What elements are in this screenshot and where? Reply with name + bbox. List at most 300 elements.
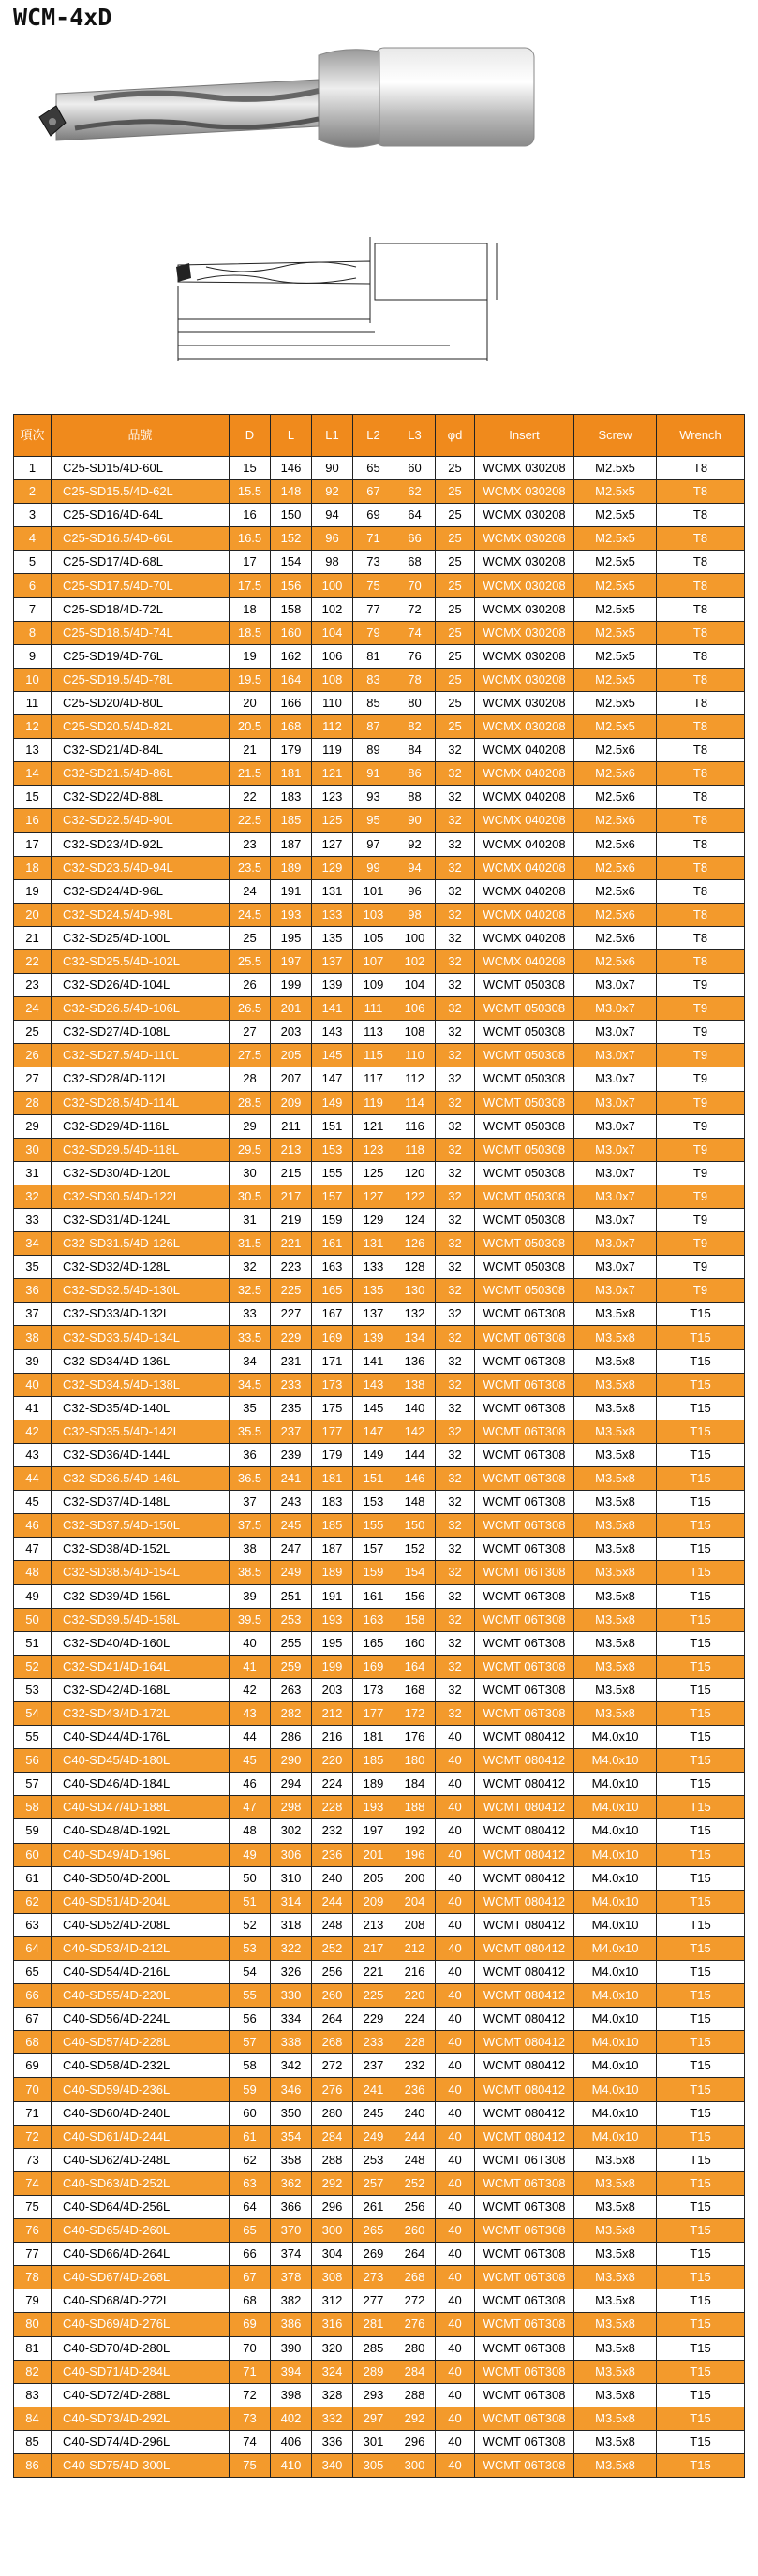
table-cell-col-wrench: T8 bbox=[657, 480, 745, 504]
table-cell-col-wrench: T15 bbox=[657, 2383, 745, 2407]
table-cell-col-screw: M4.0x10 bbox=[574, 1726, 657, 1749]
table-row bbox=[14, 1326, 745, 1349]
table-cell-col-d: 44 bbox=[230, 1726, 271, 1749]
table-cell-col-insert: WCMT 06T308 bbox=[475, 1467, 574, 1491]
table-cell-col-screw: M2.5x5 bbox=[574, 574, 657, 597]
table-cell-col-l1: 187 bbox=[312, 1538, 353, 1561]
table-cell-col-l: 191 bbox=[271, 879, 312, 903]
table-cell-col-l2: 101 bbox=[353, 879, 394, 903]
table-cell-col-l2: 155 bbox=[353, 1514, 394, 1538]
table-cell-col-wrench: T8 bbox=[657, 949, 745, 973]
table-cell-col-shank-d: 32 bbox=[436, 1021, 475, 1044]
header-col-l: L bbox=[271, 415, 312, 457]
table-cell-col-l1: 340 bbox=[312, 2453, 353, 2477]
table-cell-col-l2: 149 bbox=[353, 1443, 394, 1466]
table-cell-col-l3: 156 bbox=[394, 1584, 436, 1608]
table-cell-col-d: 23.5 bbox=[230, 856, 271, 879]
table-row bbox=[14, 762, 745, 786]
table-row bbox=[14, 949, 745, 973]
table-cell-col-wrench: T15 bbox=[657, 1984, 745, 2008]
table-cell-col-l3: 272 bbox=[394, 2289, 436, 2313]
table-cell-col-screw: M3.5x8 bbox=[574, 2430, 657, 2453]
table-cell-col-l2: 297 bbox=[353, 2407, 394, 2430]
table-cell-col-wrench: T8 bbox=[657, 644, 745, 668]
table-cell-col-l2: 153 bbox=[353, 1491, 394, 1514]
table-cell-col-wrench: T15 bbox=[657, 2336, 745, 2360]
table-cell-col-wrench: T15 bbox=[657, 1701, 745, 1725]
table-cell-col-shank-d: 40 bbox=[436, 1796, 475, 1819]
table-cell-col-index: 67 bbox=[14, 2008, 52, 2031]
table-cell-col-part-no: C32-SD27/4D-108L bbox=[52, 1021, 230, 1044]
table-cell-col-part-no: C40-SD72/4D-288L bbox=[52, 2383, 230, 2407]
table-cell-col-screw: M3.0x7 bbox=[574, 1161, 657, 1185]
table-cell-col-shank-d: 32 bbox=[436, 1326, 475, 1349]
table-cell-col-index: 79 bbox=[14, 2289, 52, 2313]
table-cell-col-index: 58 bbox=[14, 1796, 52, 1819]
table-cell-col-l1: 272 bbox=[312, 2054, 353, 2078]
table-cell-col-wrench: T9 bbox=[657, 1138, 745, 1161]
header-col-part-no: 品號 bbox=[52, 415, 230, 457]
table-cell-col-index: 41 bbox=[14, 1396, 52, 1420]
table-cell-col-d: 32.5 bbox=[230, 1279, 271, 1303]
table-cell-col-l1: 183 bbox=[312, 1491, 353, 1514]
table-cell-col-l: 156 bbox=[271, 574, 312, 597]
table-row bbox=[14, 2195, 745, 2218]
table-cell-col-l3: 160 bbox=[394, 1631, 436, 1655]
table-cell-col-l1: 106 bbox=[312, 644, 353, 668]
table-cell-col-part-no: C32-SD24.5/4D-98L bbox=[52, 903, 230, 926]
table-cell-col-index: 78 bbox=[14, 2266, 52, 2289]
table-cell-col-screw: M2.5x6 bbox=[574, 739, 657, 762]
table-cell-col-shank-d: 40 bbox=[436, 1726, 475, 1749]
table-cell-col-l2: 273 bbox=[353, 2266, 394, 2289]
table-cell-col-index: 13 bbox=[14, 739, 52, 762]
table-cell-col-shank-d: 40 bbox=[436, 1749, 475, 1773]
table-row bbox=[14, 1021, 745, 1044]
table-row bbox=[14, 715, 745, 739]
table-cell-col-part-no: C32-SD37/4D-148L bbox=[52, 1491, 230, 1514]
table-cell-col-index: 10 bbox=[14, 668, 52, 691]
table-cell-col-d: 18 bbox=[230, 597, 271, 621]
table-cell-col-screw: M3.5x8 bbox=[574, 1396, 657, 1420]
table-row bbox=[14, 1631, 745, 1655]
table-cell-col-part-no: C40-SD48/4D-192L bbox=[52, 1819, 230, 1843]
table-cell-col-screw: M3.5x8 bbox=[574, 1420, 657, 1443]
table-cell-col-l2: 107 bbox=[353, 949, 394, 973]
table-cell-col-l3: 158 bbox=[394, 1608, 436, 1631]
table-cell-col-l2: 137 bbox=[353, 1303, 394, 1326]
table-cell-col-insert: WCMX 030208 bbox=[475, 715, 574, 739]
table-cell-col-l3: 126 bbox=[394, 1232, 436, 1256]
table-cell-col-wrench: T15 bbox=[657, 1326, 745, 1349]
table-cell-col-index: 85 bbox=[14, 2430, 52, 2453]
table-cell-col-l1: 300 bbox=[312, 2219, 353, 2243]
table-cell-col-shank-d: 25 bbox=[436, 457, 475, 480]
table-cell-col-index: 16 bbox=[14, 809, 52, 832]
table-cell-col-insert: WCMT 080412 bbox=[475, 2031, 574, 2054]
table-cell-col-d: 53 bbox=[230, 1936, 271, 1960]
table-cell-col-l1: 244 bbox=[312, 1890, 353, 1913]
table-cell-col-l2: 109 bbox=[353, 974, 394, 997]
table-row bbox=[14, 1913, 745, 1936]
table-cell-col-index: 60 bbox=[14, 1843, 52, 1866]
table-cell-col-l3: 134 bbox=[394, 1326, 436, 1349]
table-cell-col-l: 213 bbox=[271, 1138, 312, 1161]
table-row bbox=[14, 527, 745, 551]
table-cell-col-wrench: T9 bbox=[657, 1091, 745, 1114]
table-cell-col-d: 29 bbox=[230, 1114, 271, 1138]
table-cell-col-l2: 217 bbox=[353, 1936, 394, 1960]
spec-table bbox=[13, 414, 745, 2478]
table-header-row bbox=[14, 415, 745, 457]
table-cell-col-screw: M3.5x8 bbox=[574, 1561, 657, 1584]
table-row bbox=[14, 2383, 745, 2407]
header-col-d: D bbox=[230, 415, 271, 457]
table-cell-col-l2: 79 bbox=[353, 621, 394, 644]
table-row bbox=[14, 504, 745, 527]
table-cell-col-insert: WCMX 030208 bbox=[475, 621, 574, 644]
table-cell-col-l2: 241 bbox=[353, 2078, 394, 2101]
table-cell-col-index: 75 bbox=[14, 2195, 52, 2218]
table-cell-col-l3: 168 bbox=[394, 1678, 436, 1701]
table-cell-col-l2: 65 bbox=[353, 457, 394, 480]
table-cell-col-index: 55 bbox=[14, 1726, 52, 1749]
table-cell-col-l1: 110 bbox=[312, 691, 353, 714]
table-cell-col-wrench: T15 bbox=[657, 1631, 745, 1655]
table-cell-col-l: 326 bbox=[271, 1961, 312, 1984]
table-cell-col-screw: M3.0x7 bbox=[574, 1279, 657, 1303]
table-cell-col-insert: WCMX 030208 bbox=[475, 457, 574, 480]
table-cell-col-shank-d: 40 bbox=[436, 2407, 475, 2430]
table-cell-col-wrench: T8 bbox=[657, 832, 745, 856]
table-cell-col-d: 24 bbox=[230, 879, 271, 903]
table-row bbox=[14, 1303, 745, 1326]
table-cell-col-index: 54 bbox=[14, 1701, 52, 1725]
table-cell-col-screw: M3.5x8 bbox=[574, 1303, 657, 1326]
table-cell-col-part-no: C40-SD55/4D-220L bbox=[52, 1984, 230, 2008]
table-cell-col-l3: 132 bbox=[394, 1303, 436, 1326]
table-cell-col-l2: 69 bbox=[353, 504, 394, 527]
table-cell-col-shank-d: 32 bbox=[436, 1701, 475, 1725]
table-cell-col-l3: 240 bbox=[394, 2101, 436, 2125]
table-cell-col-l3: 84 bbox=[394, 739, 436, 762]
table-cell-col-l2: 165 bbox=[353, 1631, 394, 1655]
table-cell-col-l1: 288 bbox=[312, 2148, 353, 2171]
table-cell-col-insert: WCMT 06T308 bbox=[475, 1349, 574, 1373]
table-cell-col-shank-d: 25 bbox=[436, 597, 475, 621]
table-cell-col-part-no: C32-SD30.5/4D-122L bbox=[52, 1185, 230, 1208]
table-cell-col-l2: 87 bbox=[353, 715, 394, 739]
table-row bbox=[14, 2219, 745, 2243]
table-row bbox=[14, 1678, 745, 1701]
table-cell-col-l2: 189 bbox=[353, 1773, 394, 1796]
table-cell-col-l1: 94 bbox=[312, 504, 353, 527]
table-cell-col-index: 52 bbox=[14, 1655, 52, 1678]
table-row bbox=[14, 1961, 745, 1984]
table-cell-col-shank-d: 32 bbox=[436, 1443, 475, 1466]
table-cell-col-d: 42 bbox=[230, 1678, 271, 1701]
header-col-l2: L2 bbox=[353, 415, 394, 457]
table-cell-col-d: 25.5 bbox=[230, 949, 271, 973]
table-cell-col-insert: WCMX 030208 bbox=[475, 574, 574, 597]
table-cell-col-l3: 216 bbox=[394, 1961, 436, 1984]
table-cell-col-wrench: T15 bbox=[657, 1773, 745, 1796]
table-cell-col-index: 56 bbox=[14, 1749, 52, 1773]
table-cell-col-index: 51 bbox=[14, 1631, 52, 1655]
table-cell-col-l1: 312 bbox=[312, 2289, 353, 2313]
table-cell-col-screw: M3.5x8 bbox=[574, 2266, 657, 2289]
table-cell-col-l2: 293 bbox=[353, 2383, 394, 2407]
table-cell-col-insert: WCMT 06T308 bbox=[475, 2383, 574, 2407]
table-cell-col-insert: WCMT 050308 bbox=[475, 974, 574, 997]
table-cell-col-l: 298 bbox=[271, 1796, 312, 1819]
table-cell-col-l3: 252 bbox=[394, 2171, 436, 2195]
table-cell-col-l2: 67 bbox=[353, 480, 394, 504]
table-cell-col-l2: 201 bbox=[353, 1843, 394, 1866]
table-cell-col-insert: WCMT 080412 bbox=[475, 1984, 574, 2008]
table-cell-col-l1: 240 bbox=[312, 1866, 353, 1890]
table-cell-col-wrench: T15 bbox=[657, 2266, 745, 2289]
table-cell-col-l2: 119 bbox=[353, 1091, 394, 1114]
table-row bbox=[14, 2078, 745, 2101]
table-cell-col-insert: WCMT 080412 bbox=[475, 1749, 574, 1773]
table-cell-col-wrench: T15 bbox=[657, 2008, 745, 2031]
table-cell-col-part-no: C40-SD68/4D-272L bbox=[52, 2289, 230, 2313]
table-cell-col-l3: 108 bbox=[394, 1021, 436, 1044]
table-cell-col-part-no: C25-SD19/4D-76L bbox=[52, 644, 230, 668]
table-cell-col-l3: 212 bbox=[394, 1936, 436, 1960]
table-cell-col-screw: M4.0x10 bbox=[574, 1749, 657, 1773]
table-cell-col-shank-d: 32 bbox=[436, 1138, 475, 1161]
table-cell-col-part-no: C32-SD28/4D-112L bbox=[52, 1067, 230, 1091]
table-cell-col-l3: 74 bbox=[394, 621, 436, 644]
table-cell-col-l2: 233 bbox=[353, 2031, 394, 2054]
table-cell-col-wrench: T15 bbox=[657, 1373, 745, 1396]
table-cell-col-shank-d: 32 bbox=[436, 1044, 475, 1067]
table-cell-col-insert: WCMT 080412 bbox=[475, 1913, 574, 1936]
table-row bbox=[14, 1773, 745, 1796]
table-cell-col-screw: M3.5x8 bbox=[574, 2313, 657, 2336]
table-cell-col-wrench: T15 bbox=[657, 2125, 745, 2148]
table-cell-col-insert: WCMT 06T308 bbox=[475, 2453, 574, 2477]
table-cell-col-wrench: T8 bbox=[657, 597, 745, 621]
table-cell-col-l2: 113 bbox=[353, 1021, 394, 1044]
table-cell-col-l3: 88 bbox=[394, 786, 436, 809]
table-cell-col-insert: WCMT 080412 bbox=[475, 1843, 574, 1866]
table-cell-col-d: 36.5 bbox=[230, 1467, 271, 1491]
table-cell-col-index: 19 bbox=[14, 879, 52, 903]
table-cell-col-d: 41 bbox=[230, 1655, 271, 1678]
table-cell-col-index: 27 bbox=[14, 1067, 52, 1091]
table-cell-col-d: 19 bbox=[230, 644, 271, 668]
table-cell-col-insert: WCMT 06T308 bbox=[475, 2148, 574, 2171]
table-cell-col-shank-d: 32 bbox=[436, 1114, 475, 1138]
table-cell-col-d: 15.5 bbox=[230, 480, 271, 504]
table-cell-col-l3: 66 bbox=[394, 527, 436, 551]
table-cell-col-shank-d: 40 bbox=[436, 2383, 475, 2407]
table-cell-col-insert: WCMX 030208 bbox=[475, 551, 574, 574]
table-cell-col-l1: 169 bbox=[312, 1326, 353, 1349]
table-cell-col-l2: 117 bbox=[353, 1067, 394, 1091]
table-cell-col-d: 19.5 bbox=[230, 668, 271, 691]
table-cell-col-l1: 135 bbox=[312, 926, 353, 949]
table-row bbox=[14, 1396, 745, 1420]
table-cell-col-l3: 76 bbox=[394, 644, 436, 668]
table-cell-col-l3: 102 bbox=[394, 949, 436, 973]
table-cell-col-l: 199 bbox=[271, 974, 312, 997]
table-row bbox=[14, 1161, 745, 1185]
table-cell-col-insert: WCMT 06T308 bbox=[475, 1584, 574, 1608]
table-cell-col-wrench: T15 bbox=[657, 1890, 745, 1913]
table-cell-col-l1: 145 bbox=[312, 1044, 353, 1067]
table-cell-col-d: 54 bbox=[230, 1961, 271, 1984]
table-cell-col-index: 46 bbox=[14, 1514, 52, 1538]
table-cell-col-d: 63 bbox=[230, 2171, 271, 2195]
table-cell-col-l2: 111 bbox=[353, 997, 394, 1021]
table-cell-col-shank-d: 32 bbox=[436, 1161, 475, 1185]
table-cell-col-shank-d: 32 bbox=[436, 739, 475, 762]
table-cell-col-shank-d: 40 bbox=[436, 1936, 475, 1960]
table-cell-col-screw: M3.0x7 bbox=[574, 974, 657, 997]
table-cell-col-shank-d: 32 bbox=[436, 1538, 475, 1561]
table-cell-col-d: 37 bbox=[230, 1491, 271, 1514]
table-cell-col-d: 22 bbox=[230, 786, 271, 809]
table-cell-col-insert: WCMX 040208 bbox=[475, 786, 574, 809]
table-cell-col-l: 181 bbox=[271, 762, 312, 786]
table-cell-col-l: 390 bbox=[271, 2336, 312, 2360]
table-cell-col-insert: WCMT 050308 bbox=[475, 1185, 574, 1208]
table-cell-col-screw: M2.5x6 bbox=[574, 949, 657, 973]
table-cell-col-d: 49 bbox=[230, 1843, 271, 1866]
table-cell-col-part-no: C32-SD35/4D-140L bbox=[52, 1396, 230, 1420]
table-row bbox=[14, 739, 745, 762]
table-cell-col-d: 45 bbox=[230, 1749, 271, 1773]
table-cell-col-d: 26 bbox=[230, 974, 271, 997]
table-cell-col-l3: 264 bbox=[394, 2243, 436, 2266]
table-cell-col-wrench: T8 bbox=[657, 715, 745, 739]
table-row bbox=[14, 1138, 745, 1161]
table-cell-col-screw: M3.5x8 bbox=[574, 1491, 657, 1514]
table-cell-col-l: 239 bbox=[271, 1443, 312, 1466]
table-cell-col-l3: 92 bbox=[394, 832, 436, 856]
table-cell-col-screw: M2.5x5 bbox=[574, 504, 657, 527]
table-cell-col-wrench: T15 bbox=[657, 2289, 745, 2313]
table-cell-col-l: 160 bbox=[271, 621, 312, 644]
table-cell-col-l2: 133 bbox=[353, 1256, 394, 1279]
table-cell-col-l3: 140 bbox=[394, 1396, 436, 1420]
table-cell-col-l2: 249 bbox=[353, 2125, 394, 2148]
table-cell-col-insert: WCMX 040208 bbox=[475, 949, 574, 973]
table-cell-col-l2: 209 bbox=[353, 1890, 394, 1913]
table-cell-col-screw: M3.5x8 bbox=[574, 2289, 657, 2313]
table-cell-col-index: 73 bbox=[14, 2148, 52, 2171]
table-cell-col-d: 43 bbox=[230, 1701, 271, 1725]
table-cell-col-l3: 78 bbox=[394, 668, 436, 691]
table-cell-col-insert: WCMT 06T308 bbox=[475, 2243, 574, 2266]
table-cell-col-l1: 171 bbox=[312, 1349, 353, 1373]
table-cell-col-l3: 224 bbox=[394, 2008, 436, 2031]
table-row bbox=[14, 1420, 745, 1443]
table-cell-col-l2: 93 bbox=[353, 786, 394, 809]
table-cell-col-shank-d: 40 bbox=[436, 2195, 475, 2218]
table-cell-col-d: 18.5 bbox=[230, 621, 271, 644]
table-cell-col-index: 15 bbox=[14, 786, 52, 809]
table-cell-col-insert: WCMT 06T308 bbox=[475, 1303, 574, 1326]
table-cell-col-screw: M3.5x8 bbox=[574, 2453, 657, 2477]
table-cell-col-l3: 248 bbox=[394, 2148, 436, 2171]
table-cell-col-wrench: T9 bbox=[657, 1279, 745, 1303]
table-row bbox=[14, 1538, 745, 1561]
table-cell-col-l1: 195 bbox=[312, 1631, 353, 1655]
table-cell-col-screw: M4.0x10 bbox=[574, 2054, 657, 2078]
table-cell-col-d: 33.5 bbox=[230, 1326, 271, 1349]
table-cell-col-insert: WCMT 06T308 bbox=[475, 2313, 574, 2336]
table-cell-col-wrench: T15 bbox=[657, 2243, 745, 2266]
table-cell-col-shank-d: 32 bbox=[436, 1655, 475, 1678]
table-row bbox=[14, 832, 745, 856]
table-cell-col-shank-d: 32 bbox=[436, 1279, 475, 1303]
table-cell-col-wrench: T15 bbox=[657, 1866, 745, 1890]
table-cell-col-l3: 276 bbox=[394, 2313, 436, 2336]
table-cell-col-wrench: T15 bbox=[657, 1349, 745, 1373]
table-cell-col-l: 386 bbox=[271, 2313, 312, 2336]
table-cell-col-shank-d: 32 bbox=[436, 809, 475, 832]
table-cell-col-l1: 147 bbox=[312, 1067, 353, 1091]
table-cell-col-l1: 193 bbox=[312, 1608, 353, 1631]
table-row bbox=[14, 1584, 745, 1608]
table-cell-col-d: 32 bbox=[230, 1256, 271, 1279]
table-cell-col-l3: 64 bbox=[394, 504, 436, 527]
table-cell-col-wrench: T15 bbox=[657, 1749, 745, 1773]
table-cell-col-l: 162 bbox=[271, 644, 312, 668]
table-cell-col-part-no: C32-SD22.5/4D-90L bbox=[52, 809, 230, 832]
table-cell-col-screw: M3.5x8 bbox=[574, 2407, 657, 2430]
table-cell-col-insert: WCMT 050308 bbox=[475, 1232, 574, 1256]
table-cell-col-d: 70 bbox=[230, 2336, 271, 2360]
table-cell-col-insert: WCMT 080412 bbox=[475, 2054, 574, 2078]
table-cell-col-wrench: T8 bbox=[657, 739, 745, 762]
table-cell-col-insert: WCMT 06T308 bbox=[475, 1701, 574, 1725]
table-cell-col-l3: 86 bbox=[394, 762, 436, 786]
table-cell-col-wrench: T9 bbox=[657, 1161, 745, 1185]
table-cell-col-l2: 143 bbox=[353, 1373, 394, 1396]
table-cell-col-d: 73 bbox=[230, 2407, 271, 2430]
table-cell-col-l: 225 bbox=[271, 1279, 312, 1303]
table-cell-col-screw: M2.5x5 bbox=[574, 551, 657, 574]
table-cell-col-screw: M2.5x6 bbox=[574, 762, 657, 786]
table-cell-col-l1: 189 bbox=[312, 1561, 353, 1584]
table-cell-col-l2: 83 bbox=[353, 668, 394, 691]
table-cell-col-l2: 89 bbox=[353, 739, 394, 762]
table-cell-col-l: 374 bbox=[271, 2243, 312, 2266]
table-cell-col-index: 65 bbox=[14, 1961, 52, 1984]
table-cell-col-part-no: C32-SD38/4D-152L bbox=[52, 1538, 230, 1561]
table-cell-col-screw: M2.5x5 bbox=[574, 715, 657, 739]
table-cell-col-l2: 73 bbox=[353, 551, 394, 574]
table-cell-col-index: 43 bbox=[14, 1443, 52, 1466]
table-cell-col-shank-d: 40 bbox=[436, 2031, 475, 2054]
table-cell-col-l2: 141 bbox=[353, 1349, 394, 1373]
table-cell-col-insert: WCMT 050308 bbox=[475, 1091, 574, 1114]
table-cell-col-screw: M4.0x10 bbox=[574, 1866, 657, 1890]
table-cell-col-l3: 128 bbox=[394, 1256, 436, 1279]
table-cell-col-l2: 157 bbox=[353, 1538, 394, 1561]
table-cell-col-insert: WCMT 06T308 bbox=[475, 1420, 574, 1443]
table-cell-col-screw: M3.5x8 bbox=[574, 1538, 657, 1561]
table-cell-col-index: 48 bbox=[14, 1561, 52, 1584]
table-cell-col-l3: 118 bbox=[394, 1138, 436, 1161]
table-cell-col-l2: 225 bbox=[353, 1984, 394, 2008]
